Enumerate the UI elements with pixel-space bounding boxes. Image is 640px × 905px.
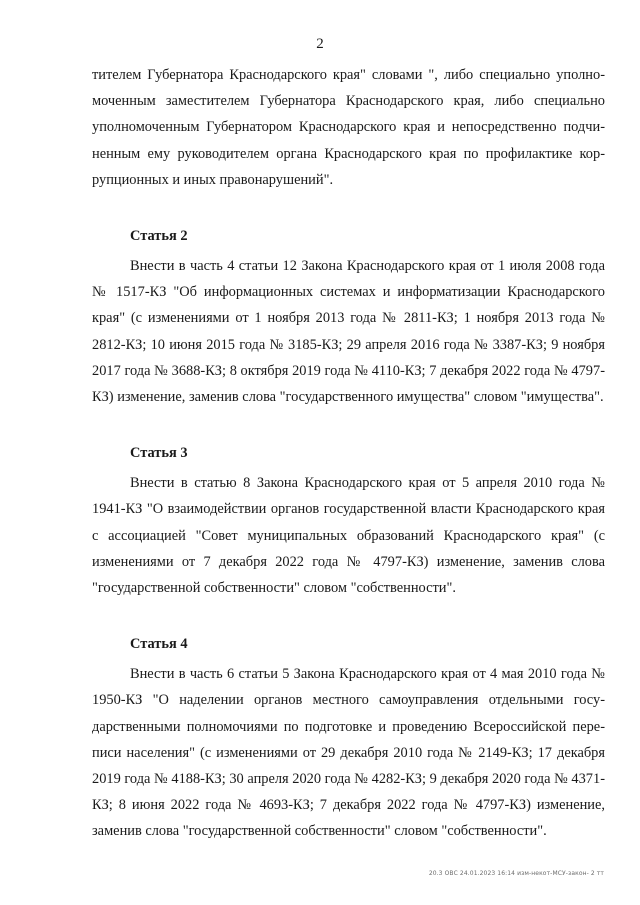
article-3-heading: Статья 3 (130, 445, 188, 462)
article-4-text: Внести в часть 6 статьи 5 Закона Краснодарского края от 4 мая 2010 года № 1950-КЗ "О наделении органов местного самоуправления отдельными государственными полномочиями по подготовке и проведению Всероссийской переписи населения" (с изменениями от 29 декабря 2010 года № 2149-КЗ; 17 декабря 2019 года № 4188-КЗ; 30 апреля 2020 года № 4282-КЗ; 9 декабря 2020 года № 4371-КЗ; 8 июня 2022 года № 4693-КЗ; 7 декабря 2022 года № 4797-КЗ) изменение, заменив слова "государственной собственности" словом "собственности". (92, 666, 605, 840)
article-2-heading: Статья 2 (130, 228, 188, 245)
article-3-text: Внести в статью 8 Закона Краснодарского края от 5 апреля 2010 года № 1941-КЗ "О взаимодействии органов государственной власти Краснодарского края с ассоциацией "Совет муниципальных образований Краснодарского края" (с изменениями от 7 декабря 2022 года № 4797-КЗ) изменение, заменив слова "государственной собственности" словом "собственности". (92, 475, 605, 597)
article-2-text: Внести в часть 4 статьи 12 Закона Краснодарского края от 1 июля 2008 года № 1517-КЗ "Об информационных системах и информатизации Краснодарского края" (с изменениями от 1 ноября 2013 года № 2811-КЗ; 1 ноября 2013 года № 2812-КЗ; 10 июня 2015 года № 3185-КЗ; 29 апреля 2016 года № 3387-КЗ; 9 ноября 2017 года № 3688-КЗ; 8 октября 2019 года № 4110-КЗ; 7 декабря 2022 года № 4797-КЗ) изменение, заменив слова "государственного имущества" словом "имущества". (92, 258, 605, 406)
document-body (92, 62, 605, 845)
document-footer-stamp: 20.3 ОВС 24.01.2023 16:14 изм-некот-МСУ-закон- 2 тт (428, 870, 604, 877)
page-number: 2 (316, 36, 324, 52)
intro-paragraph: тителем Губернатора Краснодарского края" словами ", либо специально уполномоченным заместителем Губернатора Краснодарского края, либо специально уполномоченным Губернатором Краснодарского края и непосредственно подчиненным ему руководителем органа Краснодарского края по профилактике коррупционных и иных правонарушений". (92, 67, 605, 188)
article-4-heading: Статья 4 (130, 636, 188, 653)
